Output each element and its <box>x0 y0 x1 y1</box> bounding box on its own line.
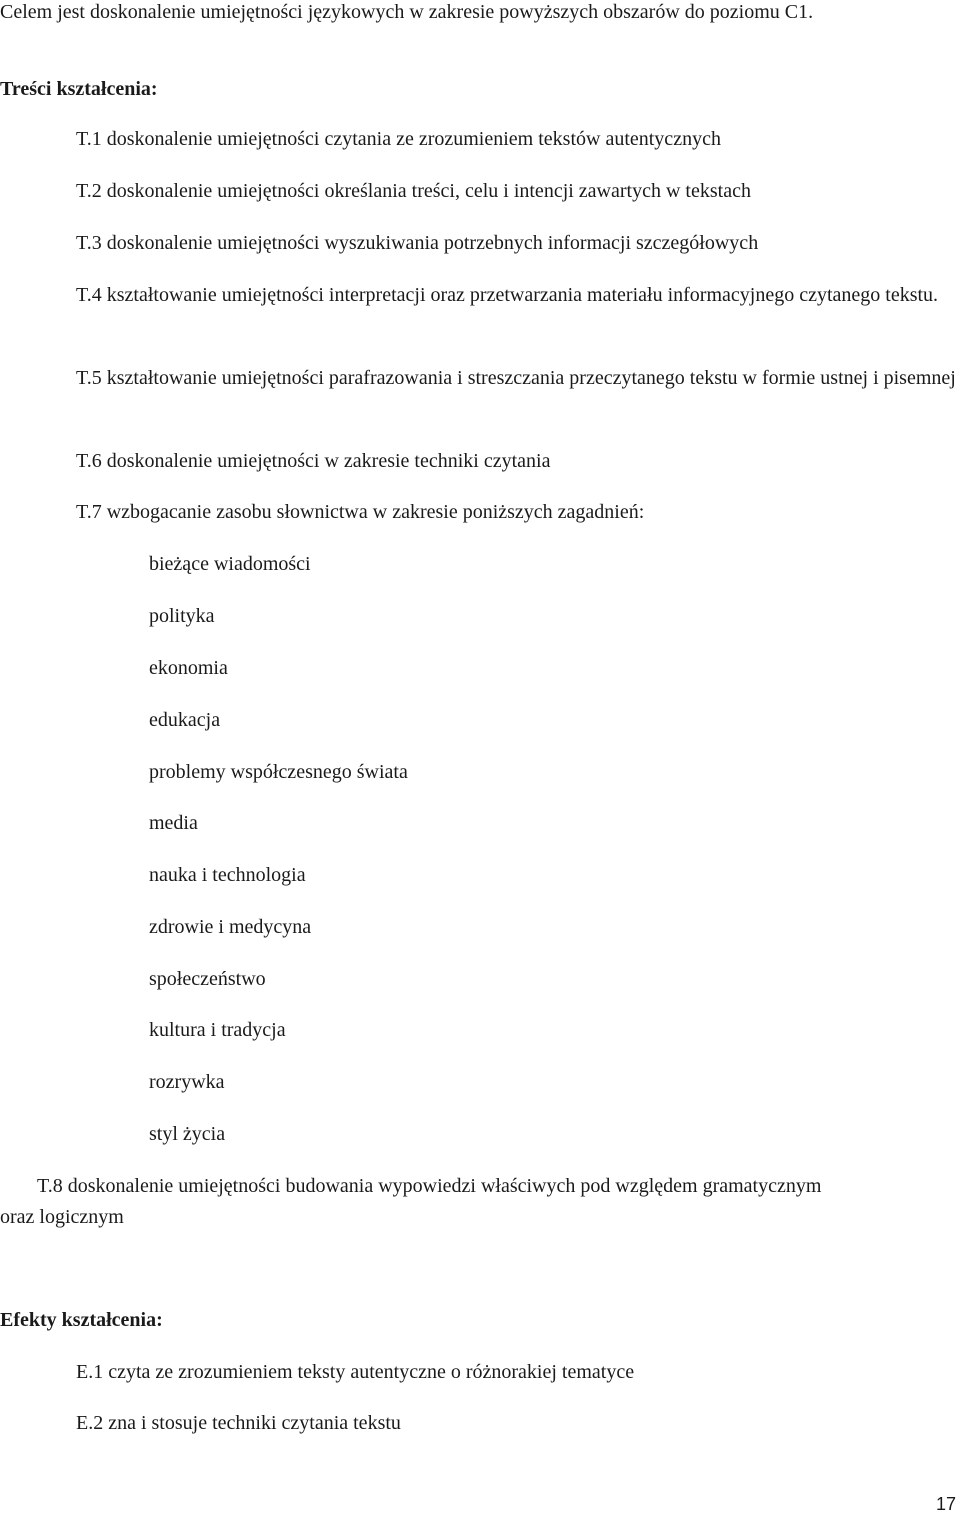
content-item-t8-line-1: T.8 doskonalenie umiejętności budowania wypowiedzi właściwych pod względem gramatycznym <box>37 1175 822 1197</box>
outcome-item-e1: E.1 czyta ze zrozumieniem teksty autentyczne o różnorakiej tematyce <box>76 1361 635 1383</box>
topic-item: zdrowie i medycyna <box>149 916 312 938</box>
page-number: 17 <box>935 1494 956 1514</box>
outcome-item-e2: E.2 zna i stosuje techniki czytania tekstu <box>76 1412 401 1434</box>
outcomes-heading: Efekty kształcenia: <box>0 1309 163 1331</box>
topic-item: polityka <box>149 605 215 627</box>
intro-paragraph: Celem jest doskonalenie umiejętności językowych w zakresie powyższych obszarów do poziomu C1. <box>0 1 814 23</box>
content-item-t4: T.4 kształtowanie umiejętności interpretacji oraz przetwarzania materiału informacyjnego czytanego tekstu. <box>76 284 939 306</box>
content-item-t3: T.3 doskonalenie umiejętności wyszukiwania potrzebnych informacji szczegółowych <box>76 232 759 254</box>
content-item-t1: T.1 doskonalenie umiejętności czytania ze zrozumieniem tekstów autentycznych <box>76 128 721 150</box>
content-item-t2: T.2 doskonalenie umiejętności określania treści, celu i intencji zawartych w tekstach <box>76 180 751 202</box>
topic-item: media <box>149 812 198 834</box>
topic-item: problemy współczesnego świata <box>149 761 408 783</box>
content-heading: Treści kształcenia: <box>0 78 158 100</box>
topic-item: styl życia <box>149 1123 226 1145</box>
topic-item: nauka i technologia <box>149 864 306 886</box>
content-item-t6: T.6 doskonalenie umiejętności w zakresie techniki czytania <box>76 450 551 472</box>
topic-item: rozrywka <box>149 1071 225 1093</box>
content-item-t8-line-2: oraz logicznym <box>0 1206 124 1228</box>
content-item-t7: T.7 wzbogacanie zasobu słownictwa w zakresie poniższych zagadnień: <box>76 501 645 523</box>
topic-item: kultura i tradycja <box>149 1019 286 1041</box>
topic-item: edukacja <box>149 709 221 731</box>
topic-item: bieżące wiadomości <box>149 553 311 575</box>
topic-item: społeczeństwo <box>149 968 266 990</box>
topic-item: ekonomia <box>149 657 228 679</box>
content-item-t5: T.5 kształtowanie umiejętności parafrazowania i streszczania przeczytanego tekstu w formie ustnej i pisemnej <box>76 367 956 389</box>
